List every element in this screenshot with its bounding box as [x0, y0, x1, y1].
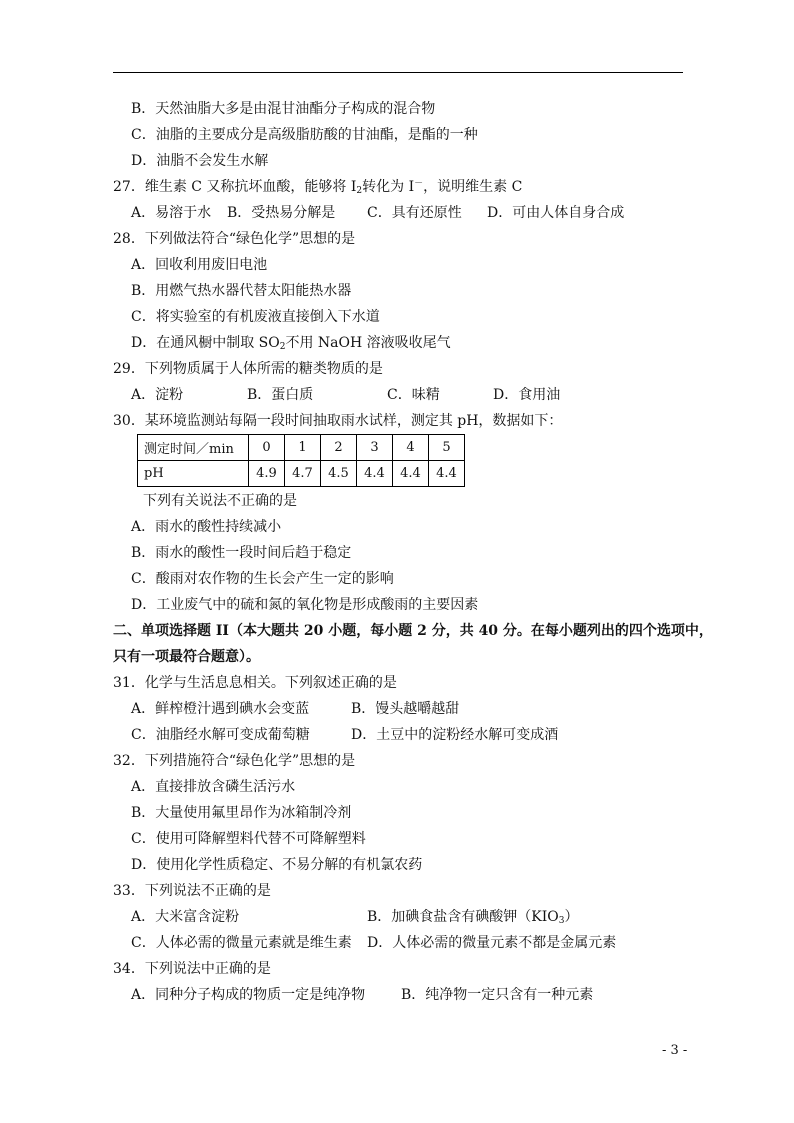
- section-heading-line2: 只有一项最符合题意）。: [113, 649, 260, 665]
- q29-option-a: A．淀粉: [131, 387, 184, 403]
- q31-option-b: B．馒头越嚼越甜: [351, 701, 460, 717]
- ph-cell: 4.4: [429, 461, 465, 487]
- q34-option-a: A．同种分子构成的物质一定是纯净物: [131, 987, 366, 1003]
- q30-option-c: C．酸雨对农作物的生长会产生一定的影响: [131, 571, 394, 587]
- q30-sub-stem: 下列有关说法不正确的是: [143, 493, 297, 509]
- q31-option-a: A．鲜榨橙汁遇到碘水会变蓝: [131, 701, 310, 717]
- q28-option-d-part: D．在通风橱中制取 SO: [131, 335, 280, 351]
- q33-option-c: C．人体必需的微量元素就是维生素: [131, 935, 352, 951]
- ph-cell: 4.4: [393, 461, 429, 487]
- q30-option-a: A．雨水的酸性持续减小: [131, 519, 282, 535]
- q33-option-b-part: B．加碘食盐含有碘酸钾（KIO: [367, 909, 559, 925]
- q28-option-c: C．将实验室的有机废液直接倒入下水道: [131, 309, 380, 325]
- ph-header-cell: pH: [138, 461, 249, 487]
- q30-option-d: D．工业废气中的硫和氮的氧化物是形成酸雨的主要因素: [131, 597, 479, 613]
- q33-option-b: [367, 908, 579, 926]
- q33-stem: 33．下列说法不正确的是: [113, 883, 271, 899]
- q27-stem-part: 27．维生素 C 又称抗坏血酸，能够将 I: [113, 179, 357, 195]
- q33-option-d: D．人体必需的微量元素不都是金属元素: [367, 935, 617, 951]
- time-cell: 1: [285, 435, 321, 461]
- ph-data-table: [137, 434, 465, 487]
- time-cell: 2: [321, 435, 357, 461]
- q26-option-c: C．油脂的主要成分是高级脂肪酸的甘油酯，是酯的一种: [131, 127, 478, 143]
- ph-cell: 4.4: [357, 461, 393, 487]
- q26-option-d: D．油脂不会发生水解: [131, 153, 269, 169]
- q27-iodide-superscript: －: [414, 179, 424, 189]
- header-rule: [113, 72, 683, 73]
- q28-so2-subscript: 2: [279, 342, 286, 352]
- q28-option-a: A．回收利用废旧电池: [131, 257, 268, 273]
- page-number: - 3 -: [662, 1043, 688, 1058]
- q27-option-b: B．受热易分解是: [227, 205, 336, 221]
- q27-option-c: C．具有还原性: [367, 205, 462, 221]
- q30-option-b: B．雨水的酸性一段时间后趋于稳定: [131, 545, 352, 561]
- time-cell: 5: [429, 435, 465, 461]
- q32-stem: 32．下列措施符合“绿色化学”思想的是: [113, 753, 356, 769]
- q27-option-d: D．可由人体自身合成: [487, 205, 625, 221]
- time-cell: 4: [393, 435, 429, 461]
- q33-kio3-subscript: 3: [558, 916, 565, 926]
- q27-stem-part: 转化为 I: [362, 179, 415, 195]
- q27-stem-part: ，说明维生素 C: [423, 179, 523, 195]
- q27-iodine-subscript: 2: [356, 186, 363, 196]
- q31-option-c: C．油脂经水解可变成葡萄糖: [131, 727, 310, 743]
- table-row-ph: [138, 461, 465, 487]
- ph-cell: 4.9: [249, 461, 285, 487]
- table-row-time: [138, 435, 465, 461]
- q32-option-d: D．使用化学性质稳定、不易分解的有机氯农药: [131, 857, 423, 873]
- q29-stem: 29．下列物质属于人体所需的糖类物质的是: [113, 361, 383, 377]
- q30-stem: 30．某环境监测站每隔一段时间抽取雨水试样，测定其 pH，数据如下：: [113, 413, 563, 429]
- q32-option-a: A．直接排放含磷生活污水: [131, 779, 296, 795]
- q28-option-b: B．用燃气热水器代替太阳能热水器: [131, 283, 352, 299]
- time-cell: 3: [357, 435, 393, 461]
- section-heading-line1: 二、单项选择题 II（本大题共 20 小题，每小题 2 分，共 40 分。在每小题列出的四个选项中，: [113, 623, 713, 639]
- q31-stem: 31．化学与生活息息相关。下列叙述正确的是: [113, 675, 397, 691]
- q28-option-d-part: 不用 NaOH 溶液吸收尾气: [285, 335, 451, 351]
- q33-option-a: A．大米富含淀粉: [131, 909, 240, 925]
- ph-cell: 4.7: [285, 461, 321, 487]
- q27-option-a: A．易溶于水: [131, 205, 212, 221]
- q32-option-c: C．使用可降解塑料代替不可降解塑料: [131, 831, 366, 847]
- q29-option-d: D．食用油: [493, 387, 561, 403]
- q33-option-b-part: ）: [564, 909, 579, 925]
- q31-option-d: D．土豆中的淀粉经水解可变成酒: [351, 727, 559, 743]
- q28-stem: 28．下列做法符合“绿色化学”思想的是: [113, 231, 356, 247]
- q29-option-b: B．蛋白质: [247, 387, 314, 403]
- q28-option-d: [131, 334, 451, 352]
- q27-stem: [113, 178, 522, 196]
- time-header-cell: 测定时间／min: [138, 435, 249, 461]
- q34-stem: 34．下列说法中正确的是: [113, 961, 271, 977]
- q32-option-b: B．大量使用氟里昂作为冰箱制冷剂: [131, 805, 352, 821]
- time-cell: 0: [249, 435, 285, 461]
- q29-option-c: C．味精: [387, 387, 440, 403]
- ph-cell: 4.5: [321, 461, 357, 487]
- q34-option-b: B．纯净物一定只含有一种元素: [401, 987, 594, 1003]
- q26-option-b: B．天然油脂大多是由混甘油酯分子构成的混合物: [131, 101, 436, 117]
